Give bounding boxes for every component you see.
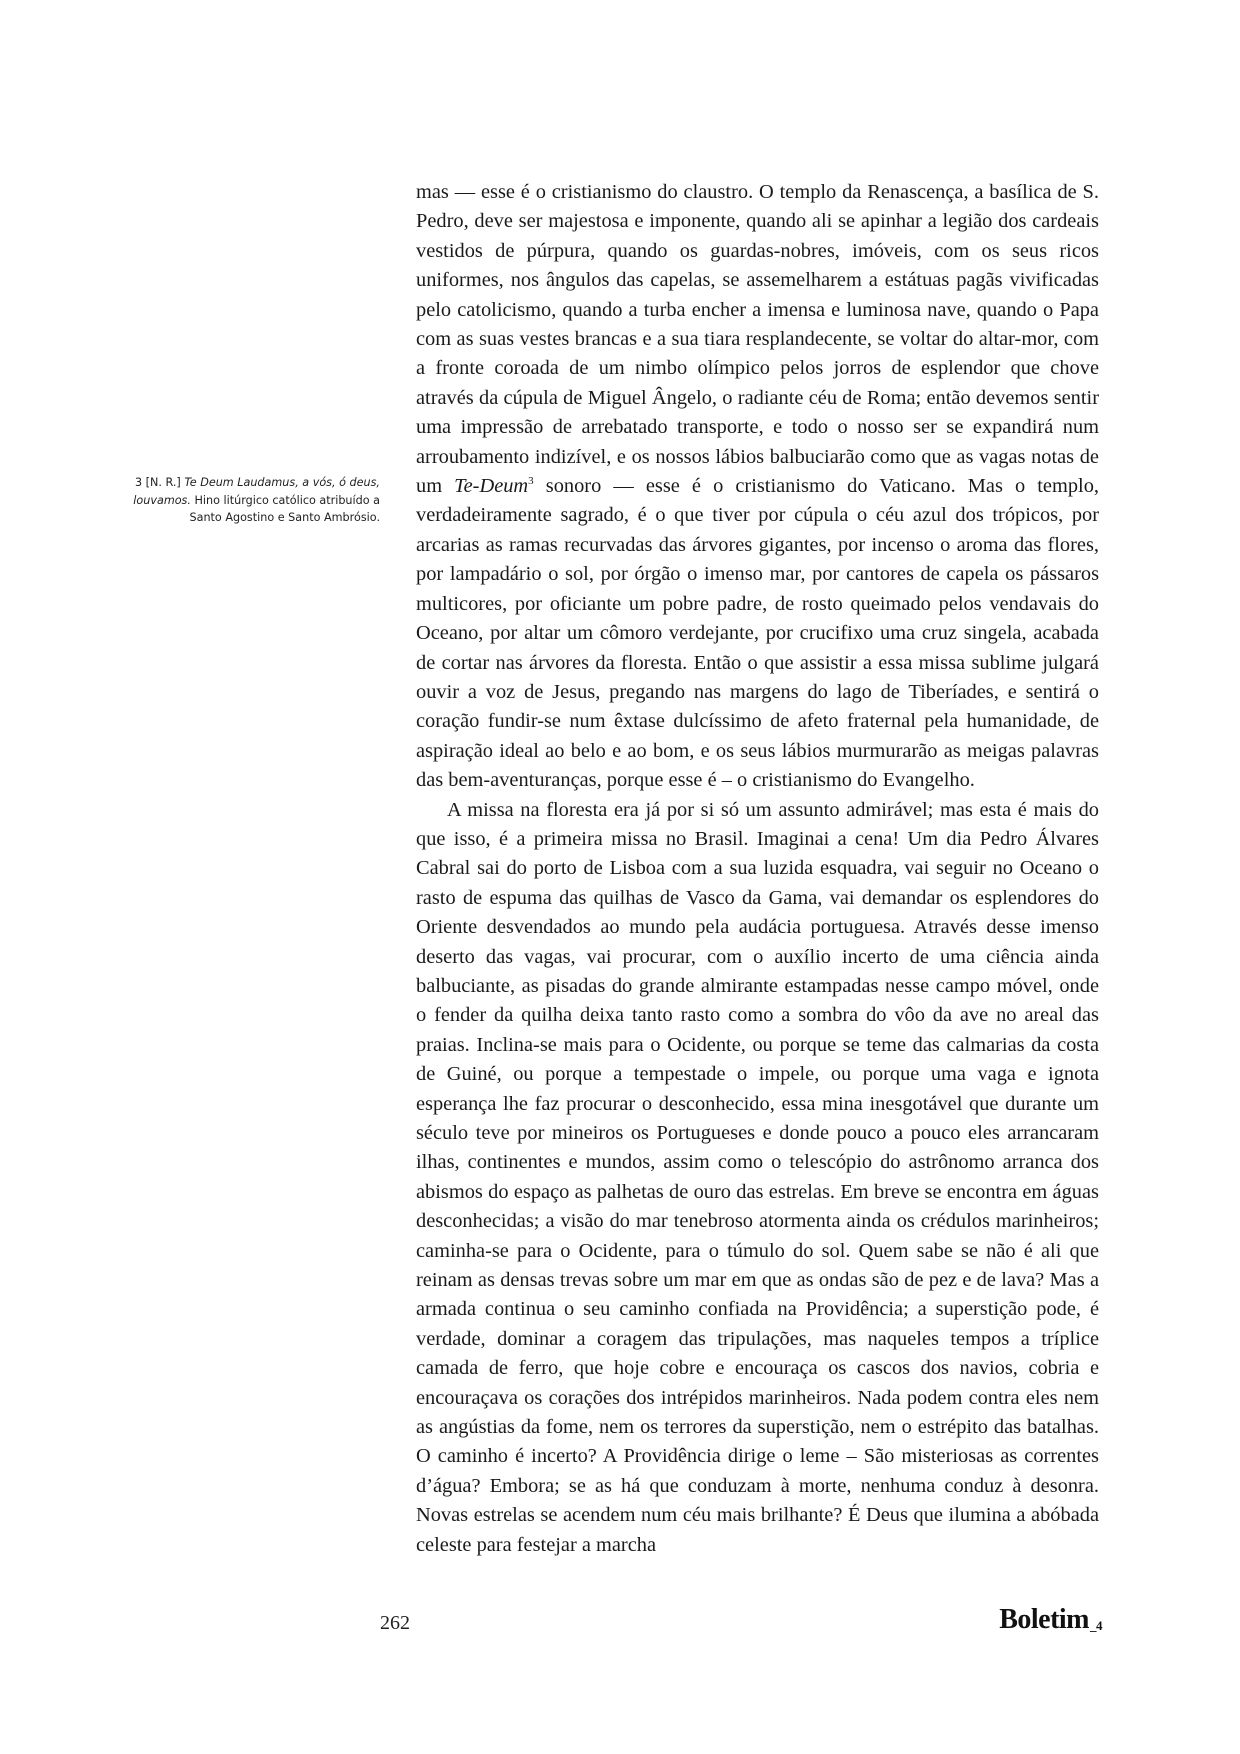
paragraph-1-part-b: sonoro — esse é o cristianismo do Vaticano. Mas o templo, verdadeiramente sagrado, é o que tiver por cúpula o céu azul dos trópicos, por arcarias as ramas recurvadas das árvores gigantes, por incenso o aroma das flores, por lampadário o sol, por órgão o imenso mar, por cantores de capela os pássaros multicores, por oficiante um pobre padre, de rosto queimado pelos vendavais do Oceano, por altar um cômoro verdejante, por crucifixo uma cruz singela, acabada de cortar nas árvores da floresta. Então o que assistir a essa missa sublime julgará ouvir a voz de Jesus, pregando nas margens do lago de Tiberíades, e sentirá o coração fundir-se num êxtase dulcíssimo de afeto fraternal pela humanidade, de aspiração ideal ao belo e ao bom, e os seus lábios murmurarão as meigas palavras das bem-aventuranças, porque esse é – o cristianismo do Evangelho. — [416, 475, 1100, 792]
footnote-latin-phrase: Te Deum Laudamus, a vós, ó deus, louvamos. — [133, 476, 380, 507]
paragraph-2: A missa na floresta era já por si só um assunto admirável; mas esta é mais do que isso, é a primeira missa no Brasil. Imaginai a cena! Um dia Pedro Álvares Cabral sai do porto de Lisboa com a sua luzida esquadra, vai seguir no Oceano o rasto de espuma das quilhas de Vasco da Gama, vai demandar os esplendores do Oriente desvendados ao mundo pela audácia portuguesa. Através desse imenso deserto das vagas, vai procurar, com o auxílio incerto de uma ciência ainda balbuciante, as pisadas do grande almirante estampadas nesse campo móvel, onde o fender da quilha deixa tanto rasto como a sombra do vôo da ave no areal das praias. Inclina-se mais para o Ocidente, ou porque se teme das calmarias da costa de Guiné, ou porque a tempestade o impele, ou porque uma vaga e ignota esperança lhe faz procurar o desconhecido, essa mina inesgotável que durante um século teve por mineiros os Portugueses e donde pouco a pouco eles arrancaram ilhas, continentes e mundos, assim como o telescópio do astrônomo arranca dos abismos do espaço as palhetas de ouro das estrelas. Em breve se encontra em águas desconhecidas; a visão do mar tenebroso atormenta ainda os crédulos marinheiros; caminha-se para o Ocidente, para o túmulo do sol. Quem sabe se não é ali que reinam as densas trevas sobre um mar em que as ondas são de pez e de lava? Mas a armada continua o seu caminho confiada na Providência; a superstição pode, é verdade, dominar a coragem das tripulações, mas naqueles tempos a tríplice camada de ferro, que hoje cobre e encouraça os cascos dos navios, cobria e encouraçava os corações dos intrépidos marinheiros. Nada podem contra eles nem as angústias da fome, nem os terrores da superstição, nem o estrépito das batalhas. O caminho é incerto? A Providência dirige o leme – São misteriosas as correntes d’água? Embora; se as há que conduzam à morte, nenhuma conduz à desonra. Novas estrelas se acendem num céu mais brilhante? É Deus que ilumina a abóbada celeste para festejar a marcha — [416, 798, 1099, 1556]
paragraph-1-part-a: mas — esse é o cristianismo do claustro. O templo da Renascença, a basílica de S. Pedro, deve ser majestosa e imponente, quando ali se apinhar a legião dos cardeais vestidos de púrpura, quando os guardas-nobres, imóveis, com os seus ricos uniformes, nos ângulos das capelas, se assemelharem a estátuas pagãs vivificadas pelo catolicismo, quando a turba encher a imensa e luminosa nave, quando o Papa com as suas vestes brancas e a sua tiara resplandecente, se voltar do altar-mor, com a fronte coroada de um nimbo olímpico pelos jorros de esplendor que chove através da cúpula de Miguel Ângelo, o radiante céu de Roma; então devemos sentir uma impressão de arrebatado transporte, e todo o nosso ser se expandirá num arroubamento indizível, e os nossos lábios balbuciarão como que as vagas notas de um — [416, 181, 1099, 498]
footnote-3 — [120, 474, 380, 527]
paragraph-1 — [416, 178, 1099, 796]
journal-logo — [999, 1604, 1102, 1636]
footnote-reference[interactable]: 3 — [528, 475, 534, 488]
journal-issue-number: 4 — [1096, 1618, 1102, 1633]
journal-issue: _4 — [1090, 1618, 1102, 1633]
te-deum-term: Te-Deum — [454, 475, 529, 498]
footnote-label: 3 [N. R.] — [134, 476, 185, 489]
page-number: 262 — [380, 1612, 410, 1634]
journal-title: Boletim — [999, 1604, 1089, 1635]
main-text-column — [416, 178, 1099, 1560]
footnote-text: Hino litúrgico católico atribuído a Santo Agostino e Santo Ambrósio. — [189, 493, 380, 524]
